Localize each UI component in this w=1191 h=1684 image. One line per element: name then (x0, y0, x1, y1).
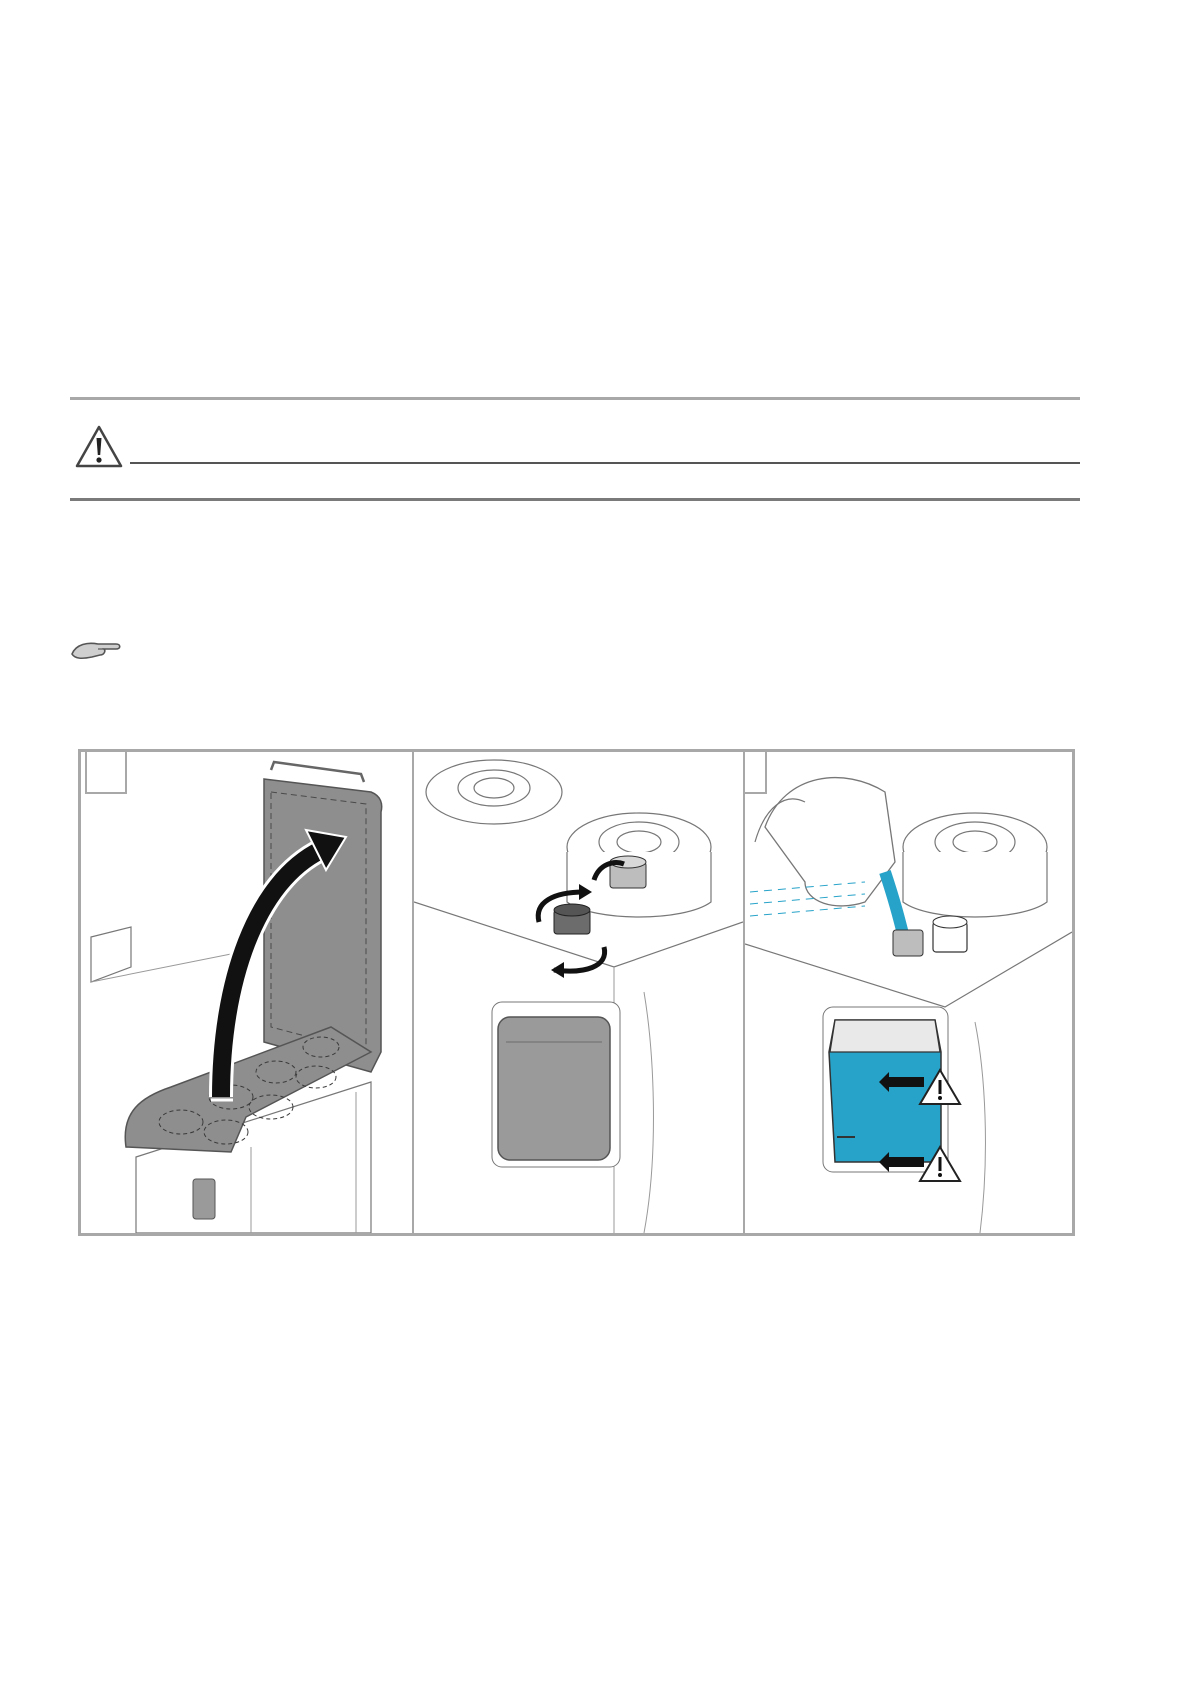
step-number-box (85, 752, 127, 794)
pointing-hand-icon (70, 638, 124, 662)
notice-bottom-rule (70, 498, 1080, 501)
figure-panel-fill-tank (745, 752, 1072, 1233)
step-number-box (745, 752, 767, 794)
notice-middle-rule (130, 462, 1080, 464)
figure-panel-unscrew-cap (414, 752, 743, 1233)
instruction-figure (78, 749, 1075, 1236)
figure-panel-lift-lid (81, 752, 412, 1233)
notice-top-rule (70, 397, 1080, 400)
warning-triangle-icon (74, 424, 124, 470)
